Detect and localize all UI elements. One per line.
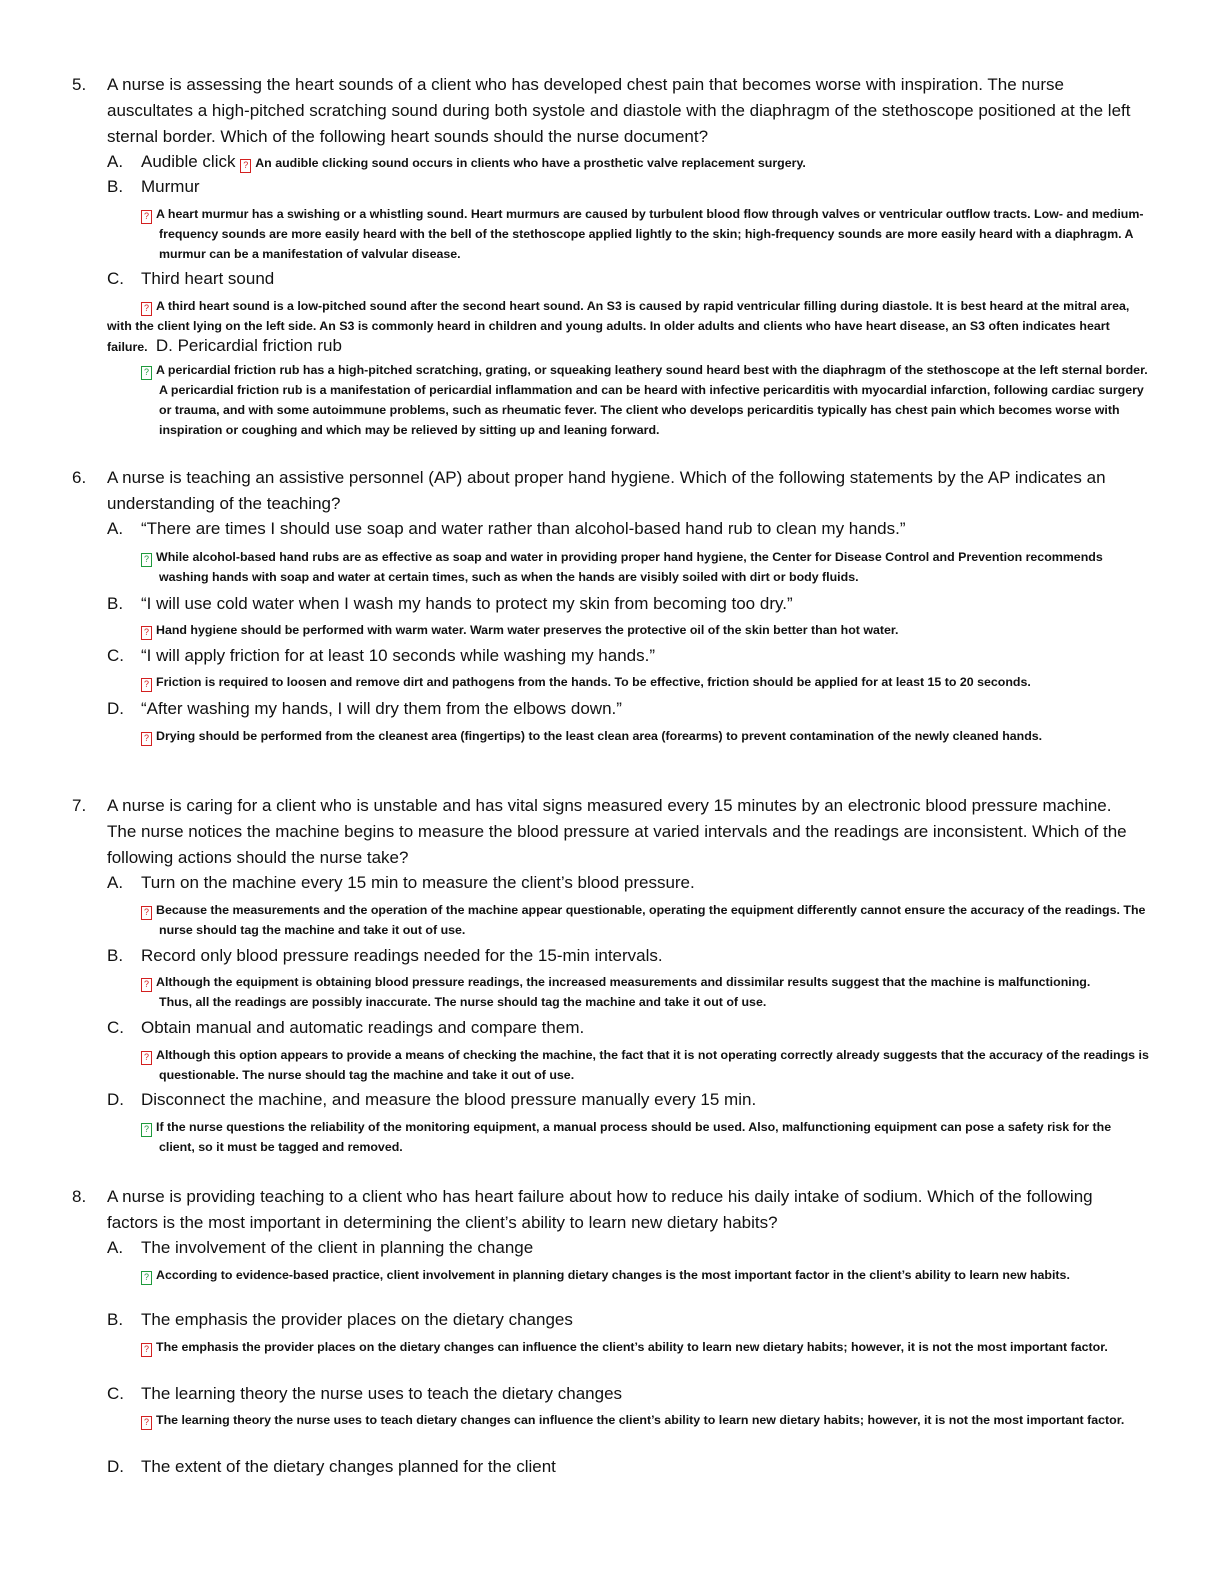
incorrect-marker-icon: ? xyxy=(141,678,152,692)
rationale-text: Drying should be performed from the cleanest area (fingertips) to the least clean area (forearms) to prevent contamination of the newly cleaned hands. xyxy=(156,729,1043,743)
incorrect-marker-icon: ? xyxy=(141,1343,152,1357)
rationale xyxy=(141,204,1149,264)
option-text: Murmur xyxy=(141,177,200,196)
rationale xyxy=(141,726,1139,746)
incorrect-marker-icon: ? xyxy=(141,1051,152,1065)
question-number: 6. xyxy=(72,468,87,487)
incorrect-marker-icon: ? xyxy=(240,159,251,173)
rationale-text: Although this option appears to provide a means of checking the machine, the fact that it is not operating correctly already suggests that the accuracy of the readings is questionable. The nurse should tag the machine and take it out of use. xyxy=(156,1048,1149,1082)
option-letter: B. xyxy=(107,1310,124,1329)
rationale-text: Friction is required to loosen and remove dirt and pathogens from the hands. To be effective, friction should be applied for at least 15 to 20 seconds. xyxy=(156,675,1031,689)
rationale-text: Although the equipment is obtaining blood pressure readings, the increased measurements and dissimilar results suggest that the machine is malfunctioning. Thus, all the readings are possibly inaccurate. The nurse should tag the machine and take it out of use. xyxy=(156,975,1091,1009)
question-number: 7. xyxy=(72,796,87,815)
option-letter: C. xyxy=(107,269,124,288)
option-letter: B. xyxy=(107,177,124,196)
option-text: “I will apply friction for at least 10 seconds while washing my hands.” xyxy=(141,646,656,665)
option-text: The involvement of the client in planning the change xyxy=(141,1238,534,1257)
question-number: 8. xyxy=(72,1187,87,1206)
option-text: Audible click xyxy=(141,152,236,171)
option-letter: C. xyxy=(107,1384,124,1403)
question-stem: A nurse is teaching an assistive personnel (AP) about proper hand hygiene. Which of the following statements by the AP indicates an understanding of the teaching? xyxy=(107,468,1106,513)
rationale-text: According to evidence-based practice, client involvement in planning dietary changes is the most important factor in the client’s ability to learn new habits. xyxy=(156,1268,1070,1282)
rationale-text: Because the measurements and the operation of the machine appear questionable, operating the equipment differently cannot ensure the accuracy of the readings. The nurse should tag the machine and take it out of use. xyxy=(156,903,1146,937)
rationale xyxy=(141,1117,1134,1157)
rationale xyxy=(141,1410,1159,1430)
option-letter: A. xyxy=(107,152,124,171)
rationale-text: The emphasis the provider places on the dietary changes can influence the client’s ability to learn new dietary habits; however, it is not the most important factor. xyxy=(156,1340,1108,1354)
incorrect-marker-icon: ? xyxy=(141,732,152,746)
incorrect-marker-icon: ? xyxy=(141,626,152,640)
option-text: The learning theory the nurse uses to teach the dietary changes xyxy=(141,1384,623,1403)
rationale xyxy=(107,296,1137,357)
option-letter: B. xyxy=(107,594,124,613)
rationale xyxy=(141,972,1119,1012)
incorrect-marker-icon: ? xyxy=(141,302,152,316)
option-text: “I will use cold water when I wash my hands to protect my skin from becoming too dry.” xyxy=(141,594,793,613)
option-text: Obtain manual and automatic readings and compare them. xyxy=(141,1018,585,1037)
option-letter: D. xyxy=(155,336,173,355)
incorrect-marker-icon: ? xyxy=(141,978,152,992)
rationale xyxy=(141,620,1149,640)
question-stem: A nurse is assessing the heart sounds of a client who has developed chest pain that becomes worse with inspiration. The nurse auscultates a high-pitched scratching sound during both systole and diastole with the diaphragm of the stethoscope positioned at the left sternal border. Which of the following heart sounds should the nurse document? xyxy=(107,75,1131,146)
option-text: Pericardial friction rub xyxy=(177,336,342,355)
option-text: Turn on the machine every 15 min to measure the client’s blood pressure. xyxy=(141,873,695,892)
rationale xyxy=(141,900,1154,940)
rationale-text: A heart murmur has a swishing or a whistling sound. Heart murmurs are caused by turbulent blood flow through valves or ventricular outflow tracts. Low- and medium-frequency sounds are more easily heard with the bell of the stethoscope applied lightly to the skin; high-frequency sounds are more easily heard with a diaphragm. A murmur can be a manifestation of valvular disease. xyxy=(156,207,1144,261)
rationale-text: A third heart sound is a low-pitched sound after the second heart sound. An S3 is caused by rapid ventricular filling during diastole. It is best heard at the mitral area, with the client lying on the left side. An S3 is commonly heard in children and young adults. In older adults and clients who have heart disease, an S3 often indicates heart failure. xyxy=(107,299,1130,354)
rationale xyxy=(141,672,1159,692)
rationale xyxy=(141,360,1154,440)
rationale-text: Hand hygiene should be performed with warm water. Warm water preserves the protective oil of the skin better than hot water. xyxy=(156,623,899,637)
rationale-text: A pericardial friction rub has a high-pitched scratching, grating, or squeaking leathery sound heard best with the diaphragm of the stethoscope at the left sternal border. A pericardial friction rub is a manifestation of pericardial inflammation and can be heard with infective pericarditis with myocardial infarction, following cardiac surgery or trauma, and with some autoimmune problems, such as rheumatic fever. The client who develops pericarditis typically has chest pain which becomes worse with inspiration or coughing and which may be relieved by sitting up and leaning forward. xyxy=(156,363,1148,437)
correct-marker-icon: ? xyxy=(141,366,152,380)
option-text: “After washing my hands, I will dry them from the elbows down.” xyxy=(141,699,622,718)
correct-marker-icon: ? xyxy=(141,1123,152,1137)
option-letter: B. xyxy=(107,946,124,965)
incorrect-marker-icon: ? xyxy=(141,210,152,224)
option-letter: A. xyxy=(107,873,124,892)
option-text-with-inline-rationale xyxy=(141,150,806,175)
question-stem: A nurse is caring for a client who is unstable and has vital signs measured every 15 minutes by an electronic blood pressure machine. The nurse notices the machine begins to measure the blood pressure at varied intervals and the readings are inconsistent. Which of the following actions should the nurse take? xyxy=(107,796,1127,867)
rationale xyxy=(141,1045,1164,1085)
option-text: The emphasis the provider places on the dietary changes xyxy=(141,1310,573,1329)
correct-marker-icon: ? xyxy=(141,1271,152,1285)
rationale xyxy=(141,547,1149,587)
option-letter: A. xyxy=(107,1238,124,1257)
option-letter: C. xyxy=(107,646,124,665)
option-text: “There are times I should use soap and water rather than alcohol-based hand rub to clean my hands.” xyxy=(141,519,906,538)
rationale xyxy=(141,1265,1154,1285)
rationale-text: If the nurse questions the reliability of the monitoring equipment, a manual process should be used. Also, malfunctioning equipment can pose a safety risk for the client, so it must be tagged and removed. xyxy=(156,1120,1112,1154)
option-letter: C. xyxy=(107,1018,124,1037)
rationale-text: While alcohol-based hand rubs are as effective as soap and water in providing proper hand hygiene, the Center for Disease Control and Prevention recommends washing hands with soap and water at certain times, such as when the hands are visibly soiled with dirt or body fluids. xyxy=(156,550,1103,584)
incorrect-marker-icon: ? xyxy=(141,906,152,920)
option-text: Third heart sound xyxy=(141,269,275,288)
rationale xyxy=(141,1337,1144,1357)
option-letter: D. xyxy=(107,699,124,718)
option-letter: D. xyxy=(107,1090,124,1109)
option-letter: A. xyxy=(107,519,124,538)
rationale-text: An audible clicking sound occurs in clients who have a prosthetic valve replacement surgery. xyxy=(255,156,806,170)
rationale-text: The learning theory the nurse uses to teach dietary changes can influence the client’s ability to learn new dietary habits; however, it is not the most important factor. xyxy=(156,1413,1125,1427)
correct-marker-icon: ? xyxy=(141,553,152,567)
question-stem: A nurse is providing teaching to a client who has heart failure about how to reduce his daily intake of sodium. Which of the following factors is the most important in determining the client’s ability to learn new dietary habits? xyxy=(107,1187,1093,1232)
option-text: Record only blood pressure readings needed for the 15-min intervals. xyxy=(141,946,663,965)
question-number: 5. xyxy=(72,75,87,94)
option-text: Disconnect the machine, and measure the blood pressure manually every 15 min. xyxy=(141,1090,757,1109)
incorrect-marker-icon: ? xyxy=(141,1416,152,1430)
option-letter: D. xyxy=(107,1457,124,1476)
option-text: The extent of the dietary changes planned for the client xyxy=(141,1457,556,1476)
